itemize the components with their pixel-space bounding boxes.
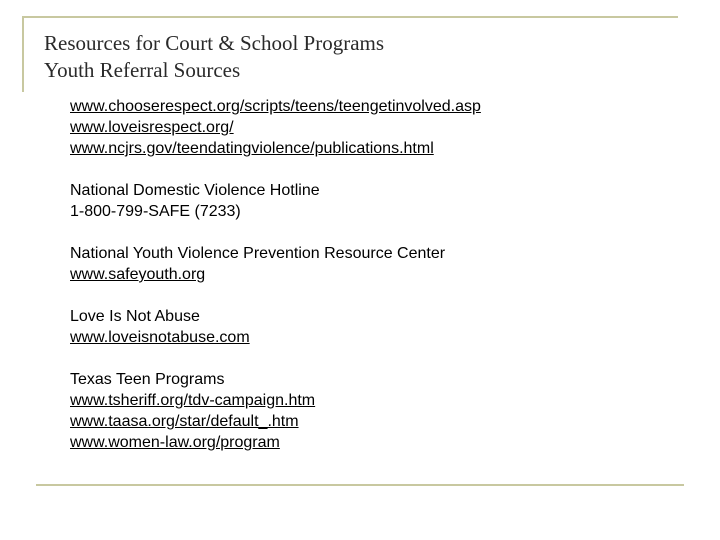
resource-list <box>70 96 690 453</box>
title-line-2: Youth Referral Sources <box>44 58 241 82</box>
link-taasa[interactable]: www.taasa.org/star/default_.htm <box>70 413 299 430</box>
link-loveisrespect[interactable]: www.loveisrespect.org/ <box>70 119 234 136</box>
youth-center-name: National Youth Violence Prevention Resource Center <box>70 245 446 262</box>
left-border-line <box>22 16 24 92</box>
link-ncjrs[interactable]: www.ncjrs.gov/teendatingviolence/publications.html <box>70 140 434 157</box>
link-chooserespect[interactable]: www.chooserespect.org/scripts/teens/teengetinvolved.asp <box>70 98 481 115</box>
love-not-abuse-name: Love Is Not Abuse <box>70 308 200 325</box>
link-safeyouth[interactable]: www.safeyouth.org <box>70 266 206 283</box>
hotline-name: National Domestic Violence Hotline <box>70 182 320 199</box>
link-tsheriff[interactable]: www.tsheriff.org/tdv-campaign.htm <box>70 392 316 409</box>
slide-title <box>44 30 384 84</box>
link-women-law[interactable]: www.women-law.org/program <box>70 434 280 451</box>
bottom-border-line <box>36 484 684 486</box>
title-line-1: Resources for Court & School Programs <box>44 31 385 55</box>
top-border-line <box>22 16 678 18</box>
hotline-phone: 1-800-799-SAFE (7233) <box>70 203 241 220</box>
texas-programs-name: Texas Teen Programs <box>70 371 225 388</box>
link-loveisnotabuse[interactable]: www.loveisnotabuse.com <box>70 329 250 346</box>
